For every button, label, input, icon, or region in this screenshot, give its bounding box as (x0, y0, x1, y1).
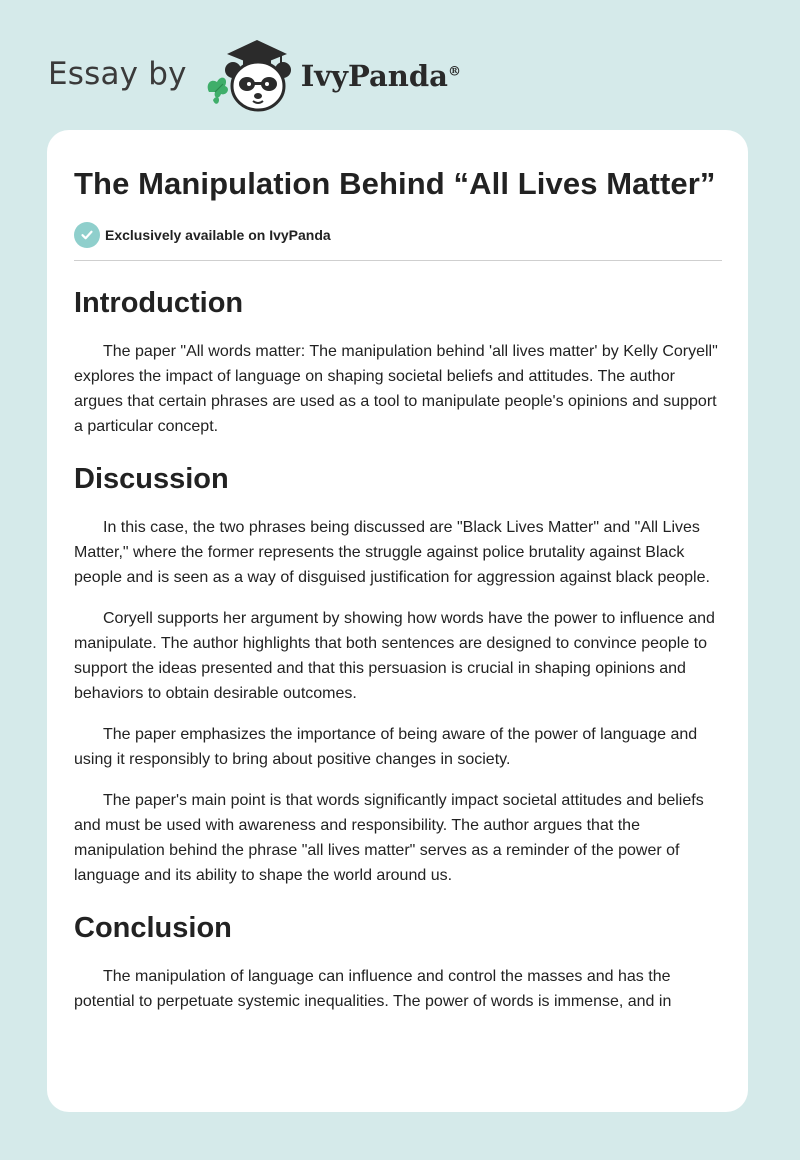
essay-by-label: Essay by (48, 56, 187, 92)
section-conclusion (74, 910, 722, 1014)
registered-mark: ® (447, 64, 461, 80)
section-heading: Conclusion (74, 912, 232, 944)
section-heading: Discussion (74, 463, 229, 495)
divider (74, 260, 722, 261)
brand-text: IvyPanda (300, 59, 448, 93)
paragraph: In this case, the two phrases being discussed are "Black Lives Matter" and "All Lives Matter," where the former represents the struggle against police brutality against Black people and is seen as a way of disguised justification for aggression against black people. (74, 519, 710, 586)
paragraph: The paper's main point is that words significantly impact societal attitudes and beliefs and must be used with awareness and responsibility. The author argues that the manipulation behind the phrase "all lives matter" serves as a reminder of the power of language and its ability to shape the world around us. (74, 792, 704, 884)
brand-name[interactable] (301, 59, 461, 93)
page-title: The Manipulation Behind “All Lives Matter” (74, 166, 716, 201)
exclusive-badge (74, 222, 722, 248)
panda-logo-icon[interactable] (203, 34, 303, 114)
section-heading: Introduction (74, 287, 244, 319)
site-header (48, 34, 461, 114)
essay-card (47, 130, 748, 1112)
checkmark-icon (74, 222, 100, 248)
paragraph: The paper emphasizes the importance of being aware of the power of language and using it responsibly to bring about positive changes in society. (74, 726, 698, 768)
paragraph: The paper "All words matter: The manipulation behind 'all lives matter' by Kelly Coryell" explores the impact of language on shaping societal beliefs and attitudes. The author argues that certain phrases are used as a tool to manipulate people's opinions and support a particular concept. (74, 343, 718, 435)
section-discussion (74, 461, 722, 888)
badge-label: Exclusively available on IvyPanda (105, 227, 331, 243)
paragraph: The manipulation of language can influence and control the masses and has the potential to perpetuate systemic inequalities. The power of words is immense, and in (74, 968, 672, 1010)
paragraph: Coryell supports her argument by showing how words have the power to influence and manipulate. The author highlights that both sentences are designed to convince people to support the ideas presented and that this persuasion is crucial in shaping opinions and behaviors to obtain desirable outcomes. (74, 610, 715, 702)
section-introduction (74, 285, 722, 439)
